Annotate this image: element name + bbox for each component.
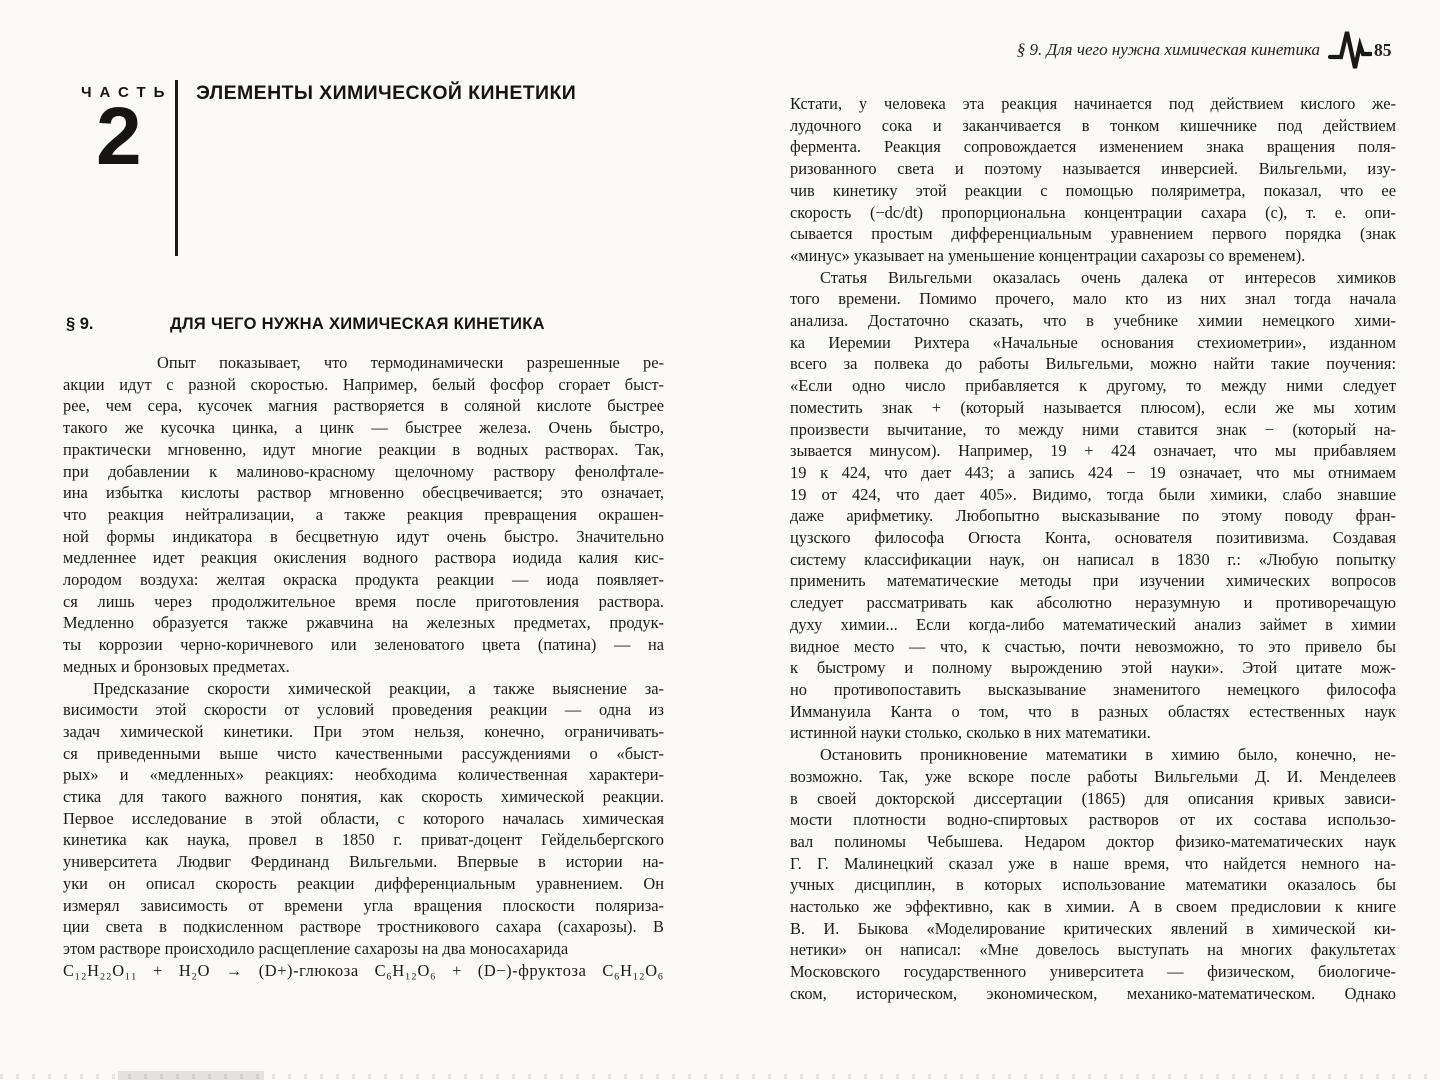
text-line: видное место — что, к счастью, почти невозможно, то это привело бы	[790, 636, 1396, 656]
text-line: но противопоставить высказывание знаменитого немецкого философа	[790, 679, 1396, 699]
text-line: Иммануила Канта о том, что в разных областях естественных наук	[790, 701, 1396, 721]
text-line: ся приведенными выше чисто качественными рассуждениями о «быст-	[63, 743, 664, 763]
paragraph	[790, 267, 1396, 744]
text-line: ина избытка кислоты раствор мгновенно обесцвечивается; это означает,	[63, 483, 664, 503]
text-line: ском, историческом, экономическом, механико-математическом. Однако	[790, 983, 1396, 1003]
text-line: чив кинетику этой реакции с помощью поляриметра, показал, что ее	[790, 180, 1396, 200]
text-line: акции идут с разной скоростью. Например, белый фосфор сгорает быст-	[63, 374, 664, 394]
text-line: «минус» указывает на уменьшение концентрации сахарозы со временем).	[790, 245, 1306, 265]
text-line: ции света в подкисленном растворе тростникового сахара (сахарозы). В	[63, 917, 664, 937]
text-line: Опыт показывает, что термодинамически разрешенные ре-	[157, 353, 664, 372]
text-line: применить математические методы при изучении химических вопросов	[790, 571, 1396, 591]
text-line: зывается минусом). Например, 19 + 424 означает, что мы прибавляем	[790, 441, 1396, 461]
text-line: возможно. Так, уже вскоре после работы Вильгельми Д. И. Менделеев	[790, 766, 1396, 786]
text-line: такого же кусочка цинка, а цинк — быстрее железа. Очень быстро,	[63, 418, 664, 438]
text-line: Г. Г. Малинецкий сказал уже в наше время, что найдется немного на-	[790, 853, 1396, 873]
text-line: стика для такого важного понятия, как скорость химической реакции.	[63, 787, 664, 807]
text-line: ты коррозии черно-коричневого или зеленоватого цвета (патина) — на	[63, 635, 664, 655]
text-line: настолько же эффективно, как в химии. А в своем предисловии к книге	[790, 897, 1396, 917]
paragraph	[790, 93, 1396, 267]
text-line: вал полиномы Чебышева. Недаром доктор физико-математических наук	[790, 831, 1396, 851]
right-page-body	[790, 93, 1396, 1005]
text-line: нетики» он написал: «Мне довелось выступать на многих факультетах	[790, 940, 1396, 960]
paragraph	[63, 352, 664, 678]
text-line: медных и бронзовых предметах.	[63, 656, 290, 676]
text-line: истинной науки столько, сколько в них математики.	[790, 723, 1151, 743]
text-line: кинетика как наука, провел в 1850 г. приват-доцент Гейдельбергского	[63, 830, 664, 850]
page-number: 85	[1374, 40, 1392, 60]
part-label: ЧАСТЬ	[81, 84, 173, 101]
text-line: скорость (−dc/dt) пропорциональна концентрации сахара (c), т. е. опи-	[790, 202, 1396, 222]
text-line: ной формы индикатора в бесцветную идут очень быстро. Значительно	[63, 526, 664, 546]
text-line: поместить знак + (который называется плюсом), если же мы хотим	[790, 397, 1396, 417]
text-line: университета Людвиг Фердинанд Вильгельми. Впервые в истории на-	[63, 852, 664, 872]
text-line: Первое исследование в этой области, с которого началась химическая	[63, 808, 664, 828]
text-line: даже арифметику. Любопытно высказывание по этому поводу фран-	[790, 506, 1396, 526]
text-line: 19 к 424, что дает 443; а запись 424 − 19 означает, что мы отнимаем	[790, 462, 1396, 482]
text-line: мости плотности водно-спиртовых растворов от их состава использо-	[790, 810, 1396, 830]
text-line: анализа. Достаточно сказать, что в учебнике химии немецкого хими-	[790, 311, 1396, 331]
text-line: C₁₂H₂₂O₁₁ + H₂O → (D+)-глюкоза C₆H₁₂O₆ + (D−)-фруктоза C₆H₁₂O₆	[63, 960, 664, 980]
text-line: уки он описал скорость реакции дифференциальным уравнением. Он	[63, 873, 664, 893]
text-line: практически мгновенно, идут многие реакции в водных растворах. Так,	[63, 439, 664, 459]
text-line: систему классификации наук, он написал в 1830 г.: «Любую попытку	[790, 549, 1396, 569]
text-line: сывается простым дифференциальным уравнением первого порядка (знак	[790, 224, 1396, 244]
part-divider-rule	[175, 80, 178, 256]
text-line: учных дисциплин, в которых использование математики оказалось бы	[790, 875, 1396, 895]
part-number: 2	[96, 91, 142, 182]
section-label: § 9.	[66, 315, 94, 333]
text-line: этом растворе происходило расщепление сахарозы на два моносахарида	[63, 938, 569, 958]
text-line: медленнее идет реакция окисления водного раствора иодида калия кис-	[63, 548, 664, 568]
text-line: Кстати, у человека эта реакция начинается под действием кислого же-	[790, 94, 1396, 113]
text-line: измерял зависимость от времени угла вращения плоскости поляриза-	[63, 895, 664, 915]
text-line: цузского философа Огюста Конта, основателя позитивизма. Создавая	[790, 528, 1396, 548]
text-line: рее, чем сера, кусочек магния растворяется в соляной кислоте быстрее	[63, 396, 664, 416]
text-line: духу химии... Если когда-либо математический анализ займет в химии	[790, 614, 1396, 634]
text-line: того времени. Помимо прочего, мало кто из них знал тогда начала	[790, 289, 1396, 309]
text-line: при добавлении к малиново-красному щелочному раствору фенолфтале-	[63, 461, 664, 481]
pulse-icon	[1328, 26, 1372, 79]
text-line: Статья Вильгельми оказалась очень далека от интересов химиков	[820, 267, 1396, 287]
text-line: фермента. Реакция сопровождается изменением знака вращения поля-	[790, 137, 1396, 157]
text-line: Предсказание скорости химической реакции, а также выяснение за-	[93, 678, 664, 698]
text-line: что реакция нейтрализации, а также реакция превращения окрашен-	[63, 504, 664, 524]
section-title: ДЛЯ ЧЕГО НУЖНА ХИМИЧЕСКАЯ КИНЕТИКА	[170, 315, 545, 333]
text-line: висимости этой скорости от условий проведения реакции — одна из	[63, 700, 664, 720]
text-line: задач химической кинетики. При этом нельзя, конечно, ограничивать-	[63, 721, 664, 741]
text-line: ся лишь через продолжительное время после приготовления раствора.	[63, 591, 664, 611]
chemical-equation	[63, 960, 664, 982]
scan-noise-artifact	[0, 1074, 1440, 1079]
text-line: лудочного сока и заканчивается в тонком кишечнике под действием	[790, 115, 1396, 135]
chapter-title: ЭЛЕМЕНТЫ ХИМИЧЕСКОЙ КИНЕТИКИ	[196, 82, 577, 104]
text-line: лородом воздуха: желтая окраска продукта реакции — иода появляет-	[63, 570, 664, 590]
text-line: Медленно образуется также ржавчина на железных предметах, продук-	[63, 613, 664, 633]
text-line: В. И. Быкова «Моделирование критических явлений в химической ки-	[790, 918, 1396, 938]
text-line: ризованного света и поэтому называется инверсией. Вильгельми, изу-	[790, 159, 1396, 179]
text-line: Остановить проникновение математики в химию было, конечно, не-	[820, 745, 1396, 765]
text-line: в своей докторской диссертации (1865) для описания кривых зависи-	[790, 788, 1396, 808]
text-line: Московского государственного университета — физическом, биологиче-	[790, 962, 1396, 982]
text-line: ка Иеремии Рихтера «Начальные основания стехиометрии», изданном	[790, 332, 1396, 352]
paragraph	[790, 744, 1396, 1004]
left-page-body	[63, 352, 664, 981]
running-header: § 9. Для чего нужна химическая кинетика	[1016, 40, 1320, 59]
text-line: к быстрому и полному вырождению этой науки». Этой цитате мож-	[790, 658, 1396, 678]
text-line: всего за полвека до работы Вильгельми, можно найти такие поучения:	[790, 354, 1396, 374]
paragraph	[63, 678, 664, 960]
text-line: 19 от 424, что дает 405». Видимо, тогда были химики, слабо знавшие	[790, 484, 1396, 504]
text-line: произвести вычитание, то между ними ставится знак − (который на-	[790, 419, 1396, 439]
text-line: следует рассматривать как абсолютно неразумную и противоречащую	[790, 593, 1396, 613]
text-line: рых» и «медленных» реакциях: необходима количественная характери-	[63, 765, 664, 785]
text-line: «Если одно число прибавляется к другому, то между ними следует	[790, 376, 1396, 396]
